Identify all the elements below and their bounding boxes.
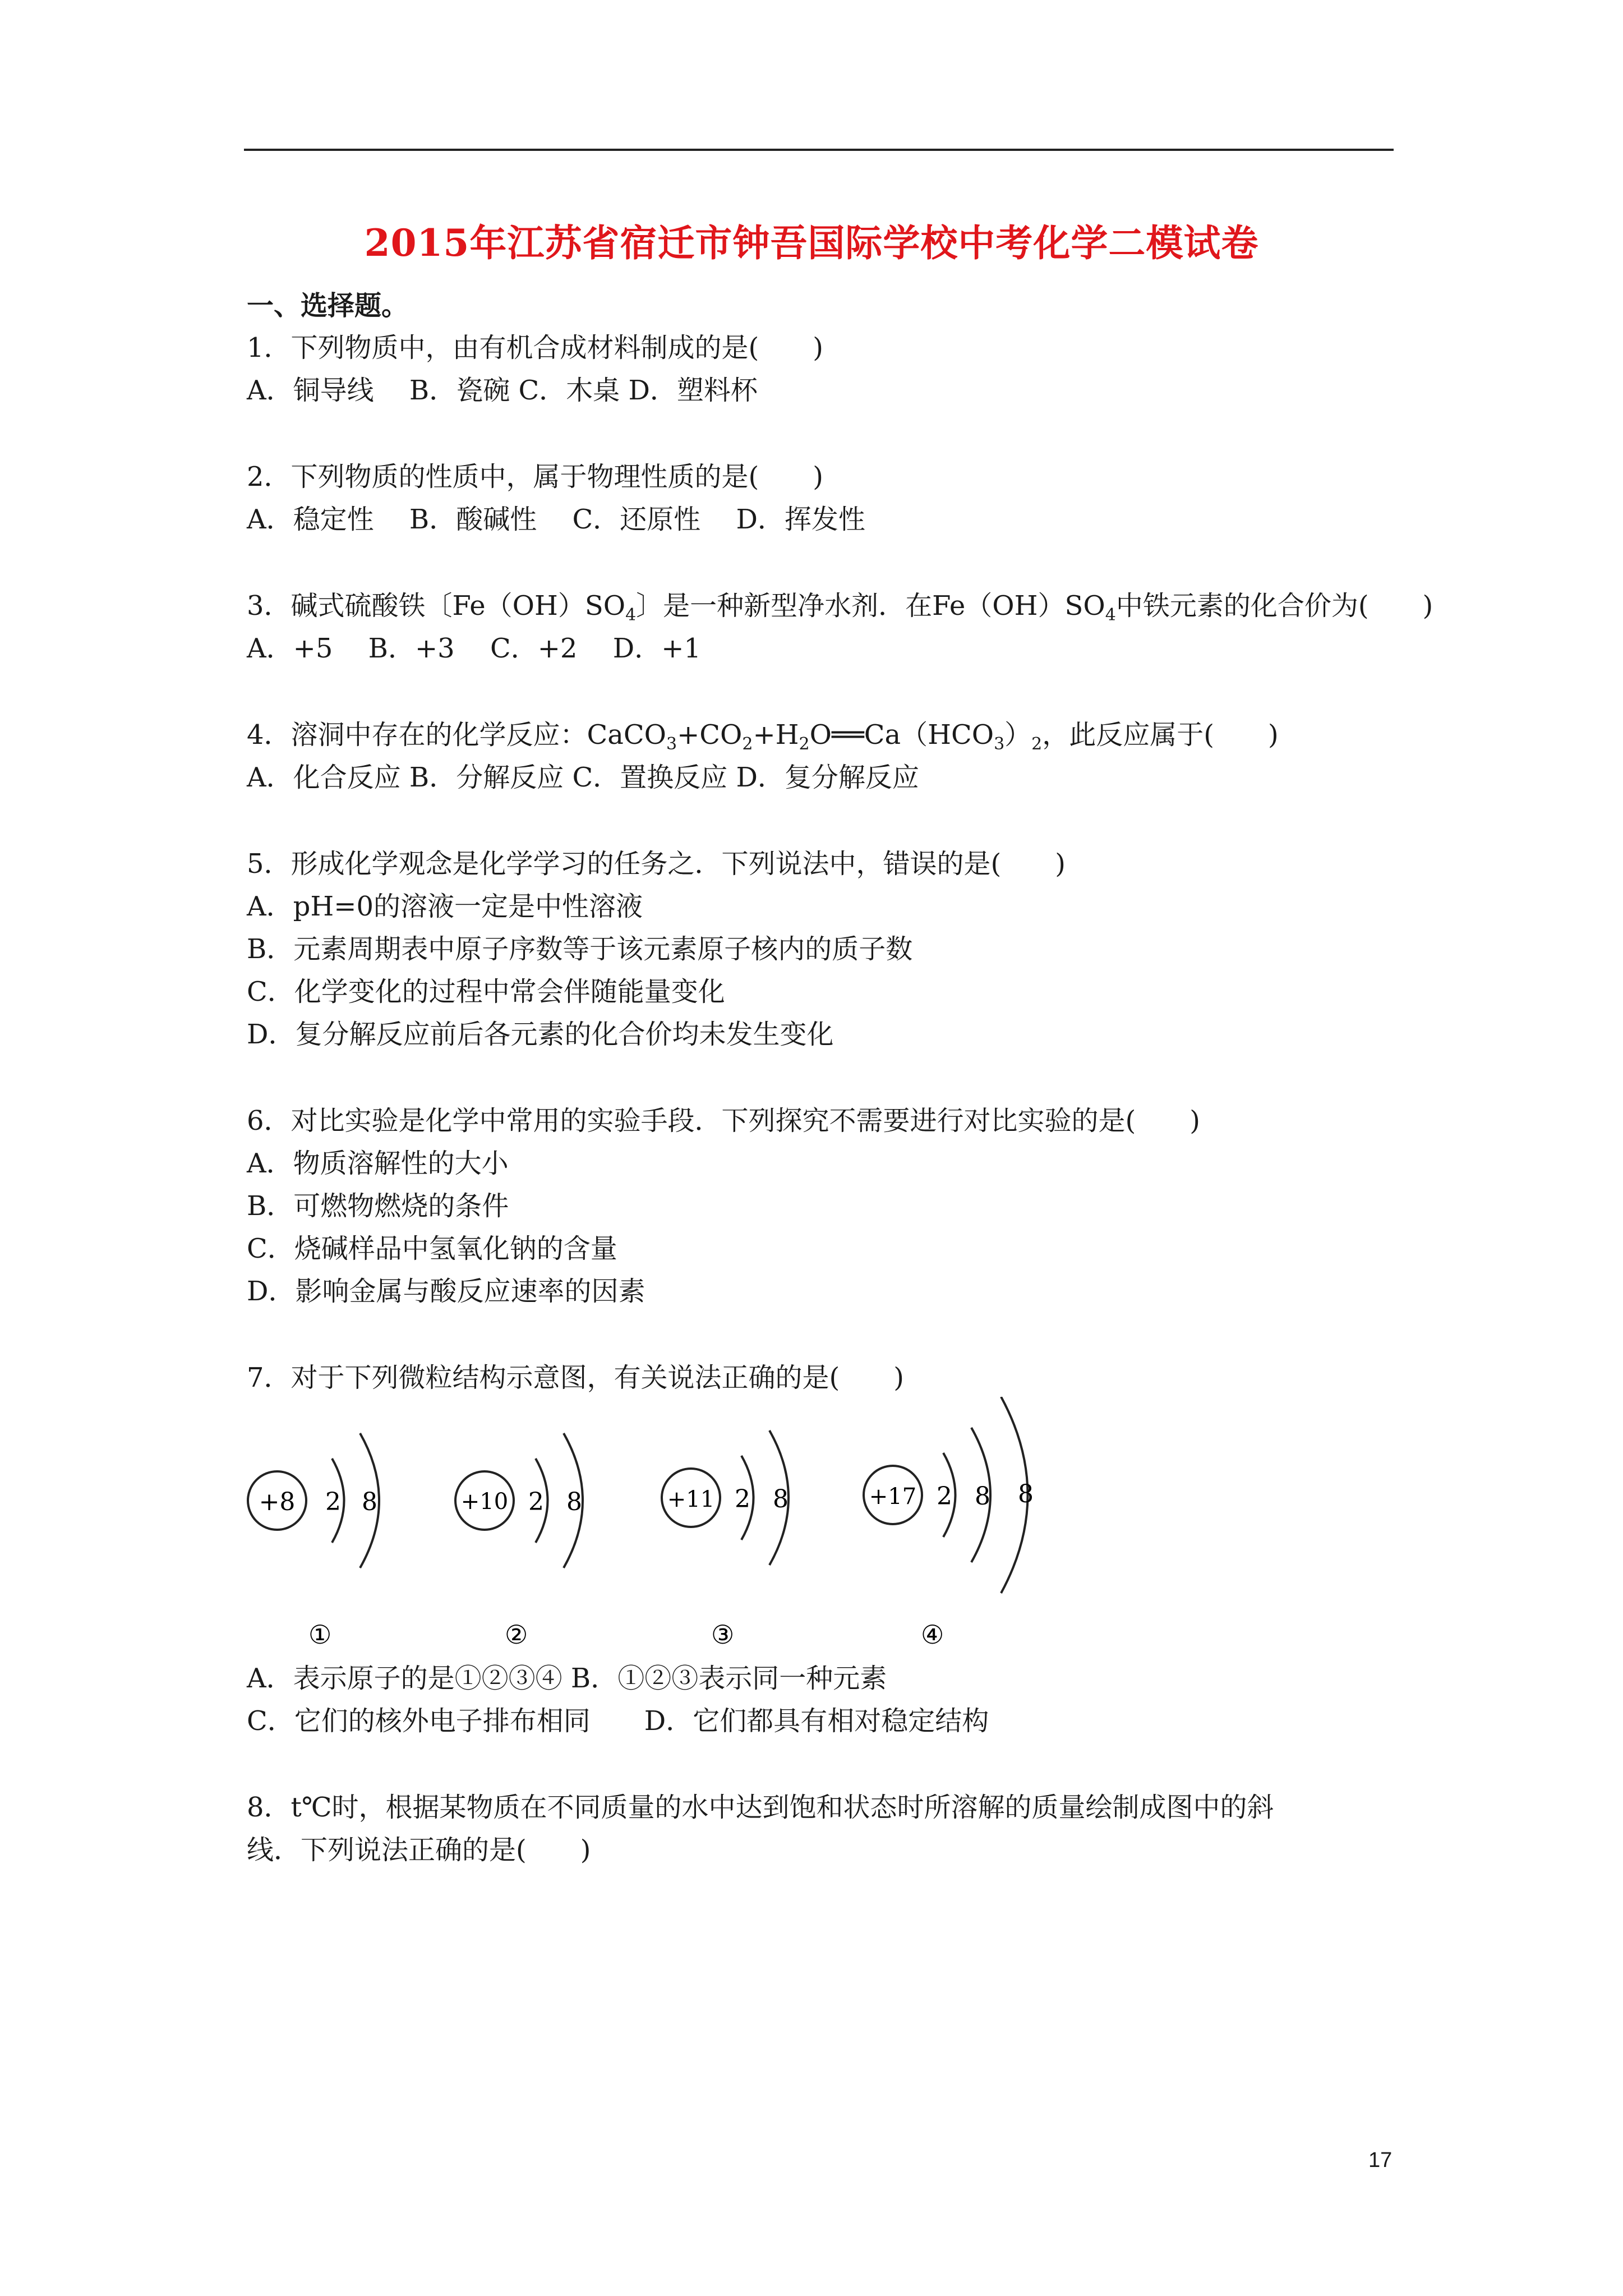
- atom-diagram-4: [864, 1397, 1034, 1650]
- question-4-stem: 4．溶洞中存在的化学反应：$CaCO_3+CO_2+H_2O══Ca(HCO_3)_2$，此反应属于( ): [247, 719, 1279, 754]
- question-5-option-d: D．复分解反应前后各元素的化合价均未发生变化: [247, 1019, 834, 1050]
- atom-4-shell-3: 8: [1018, 1480, 1034, 1508]
- atom-diagram-3: [662, 1430, 789, 1650]
- question-7-options-cd: C．它们的核外电子排布相同 D．它们都具有相对稳定结构: [247, 1705, 989, 1737]
- atom-4-label: ④: [921, 1619, 944, 1650]
- atom-1-label: ①: [308, 1619, 332, 1650]
- atom-3-shell-2: 8: [773, 1485, 789, 1513]
- question-6-stem: 6．对比实验是化学中常用的实验手段．下列探究不需要进行对比实验的是( ): [247, 1105, 1200, 1137]
- question-6-option-d: D．影响金属与酸反应速率的因素: [247, 1276, 645, 1307]
- atom-2-shell-1: 2: [528, 1488, 544, 1516]
- atom-3-nucleus: +11: [667, 1487, 715, 1512]
- question-8-stem-line-1: 8．t℃时，根据某物质在不同质量的水中达到饱和状态时所溶解的质量绘制成图中的斜: [247, 1792, 1274, 1823]
- atom-1-nucleus: +8: [259, 1488, 296, 1516]
- question-5-stem: 5．形成化学观念是化学学习的任务之．下列说法中，错误的是( ): [247, 848, 1066, 880]
- atom-4-shell-2: 8: [975, 1482, 990, 1511]
- atom-1-shell-1: 2: [325, 1488, 341, 1516]
- page-number: 17: [1368, 2148, 1393, 2172]
- atom-2-shell-2: 8: [566, 1488, 582, 1516]
- question-3-options: A．+5 B．+3 C．+2 D．+1: [247, 633, 701, 664]
- atom-diagram-2: [455, 1433, 583, 1650]
- atom-2-label: ②: [505, 1619, 528, 1650]
- question-4-options: A．化合反应 B．分解反应 C．置换反应 D．复分解反应: [247, 762, 919, 793]
- atom-3-shell-1: 2: [735, 1485, 750, 1513]
- atom-structure-diagrams: [236, 1397, 1077, 1655]
- question-3-stem: 3．碱式硫酸铁〔$Fe(OH)SO_4$〕是一种新型净水剂．在$Fe(OH)SO_4$中铁元素的化合价为( ): [247, 590, 1433, 625]
- atom-4-nucleus: +17: [869, 1484, 917, 1510]
- question-5-option-c: C．化学变化的过程中常会伴随能量变化: [247, 976, 725, 1007]
- question-5-option-a: A．pH=0的溶液一定是中性溶液: [247, 891, 643, 922]
- question-6-option-c: C．烧碱样品中氢氧化钠的含量: [247, 1233, 617, 1264]
- question-8-stem-line-2: 线．下列说法正确的是( ): [247, 1834, 591, 1866]
- question-1-options: A．铜导线 B．瓷碗 C．木桌 D．塑料杯: [247, 375, 758, 406]
- atom-2-nucleus: +10: [460, 1489, 509, 1515]
- question-7-options-ab: A．表示原子的是①②③④ B．①②③表示同一种元素: [247, 1663, 887, 1694]
- header-rule: [244, 149, 1394, 151]
- atom-4-shell-1: 2: [937, 1482, 952, 1511]
- question-6-option-a: A．物质溶解性的大小: [247, 1148, 509, 1179]
- atom-3-label: ③: [711, 1619, 735, 1650]
- question-7-stem: 7．对于下列微粒结构示意图，有关说法正确的是( ): [247, 1362, 904, 1393]
- page-title: 2015年江苏省宿迁市钟吾国际学校中考化学二模试卷: [364, 221, 1259, 265]
- question-2-stem: 2．下列物质的性质中，属于物理性质的是( ): [247, 461, 823, 493]
- question-2-options: A．稳定性 B．酸碱性 C．还原性 D．挥发性: [247, 504, 865, 535]
- question-5-option-b: B．元素周期表中原子序数等于该元素原子核内的质子数: [247, 933, 913, 965]
- atom-diagram-1: [248, 1433, 379, 1650]
- question-6-option-b: B．可燃物燃烧的条件: [247, 1190, 509, 1222]
- question-1-stem: 1．下列物质中，由有机合成材料制成的是( ): [247, 332, 823, 364]
- section-heading: 一、选择题。: [247, 290, 409, 321]
- atom-1-shell-2: 8: [362, 1488, 377, 1516]
